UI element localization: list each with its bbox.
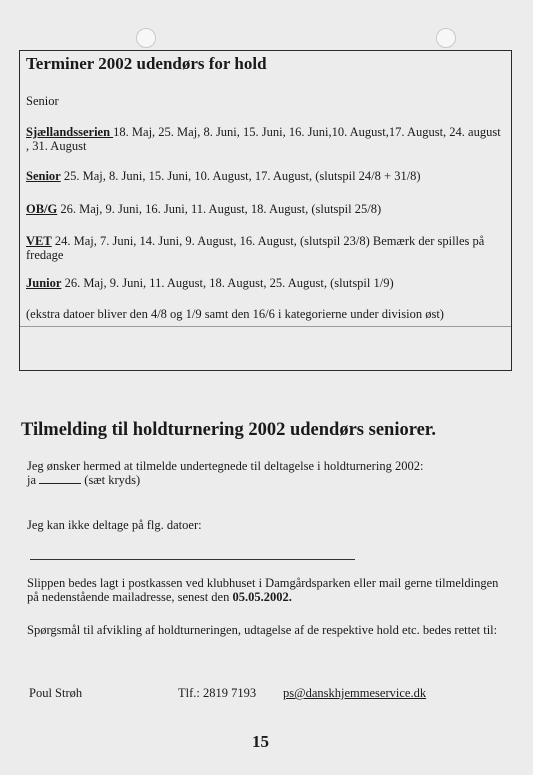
entry-label: Sjællandsserien [26, 125, 114, 139]
contact-name: Poul Strøh [29, 686, 83, 700]
entry-dates: 24. Maj, 7. Juni, 14. Juni, 9. August, 16. August, (slutspil 23/8) Bemærk der spilles på fredage [26, 234, 485, 262]
slip-text: Slippen bedes lagt i postkassen ved klubhuset i Damgårdsparken eller mail gerne tilmeldingen på nedenstående mailadresse, senest den [27, 576, 499, 604]
schedule-entry [26, 234, 506, 262]
punch-hole [136, 28, 156, 48]
punch-hole [436, 28, 456, 48]
deadline: 05.05.2002. [232, 590, 292, 604]
entry-dates: 26. Maj, 9. Juni, 16. Juni, 11. August, 18. August, (slutspil 25/8) [57, 202, 382, 216]
entry-label: VET [26, 234, 52, 248]
entry-label: Senior [26, 169, 61, 183]
yes-label: ja [27, 473, 37, 487]
entry-label: Junior [26, 276, 62, 290]
schedule-entry [26, 276, 506, 290]
entry-dates: 26. Maj, 9. Juni, 11. August, 18. August, 25. August, (slutspil 1/9) [61, 276, 394, 290]
schedule-box [19, 50, 512, 371]
entry-dates: 25. Maj, 8. Juni, 15. Juni, 10. August, 17. August, (slutspil 24/8 + 31/8) [60, 169, 421, 183]
schedule-entry [26, 202, 506, 216]
cross-hint: (sæt kryds) [84, 473, 141, 487]
registration-heading: Tilmelding til holdturnering 2002 udendørs seniorer. [21, 420, 436, 440]
schedule-entry [26, 125, 506, 153]
page-number: 15 [252, 732, 269, 751]
entry-dates: 18. Maj, 25. Maj, 8. Juni, 15. Juni, 16. Juni,10. August,17. August, 24. august , 31. August [26, 125, 501, 153]
registration-text: Jeg ønsker hermed at tilmelde undertegnede til deltagelse i holdturnering 2002: [27, 459, 424, 473]
contact-email-link[interactable]: ps@danskhjemmeservice.dk [283, 686, 427, 700]
schedule-entry [26, 169, 506, 183]
dates-write-line[interactable] [30, 559, 355, 560]
questions-text: Spørgsmål til afvikling af holdturneringen, udtagelse af de respektive hold etc. bedes rettet til: [27, 623, 498, 637]
unavailable-dates-label: Jeg kan ikke deltage på flg. datoer: [27, 518, 202, 532]
schedule-subtitle: Senior [26, 94, 59, 108]
registration-checkbox-line [27, 473, 511, 487]
submission-instructions [27, 576, 511, 604]
yes-blank[interactable] [39, 473, 81, 484]
contact-phone: Tlf.: 2819 7193 [178, 686, 257, 700]
divider [20, 326, 511, 327]
schedule-title: Terminer 2002 udendørs for hold [26, 54, 267, 73]
entry-label: OB/G [26, 202, 58, 216]
schedule-note: (ekstra datoer bliver den 4/8 og 1/9 samt den 16/6 i kategorierne under division øst) [26, 307, 444, 321]
